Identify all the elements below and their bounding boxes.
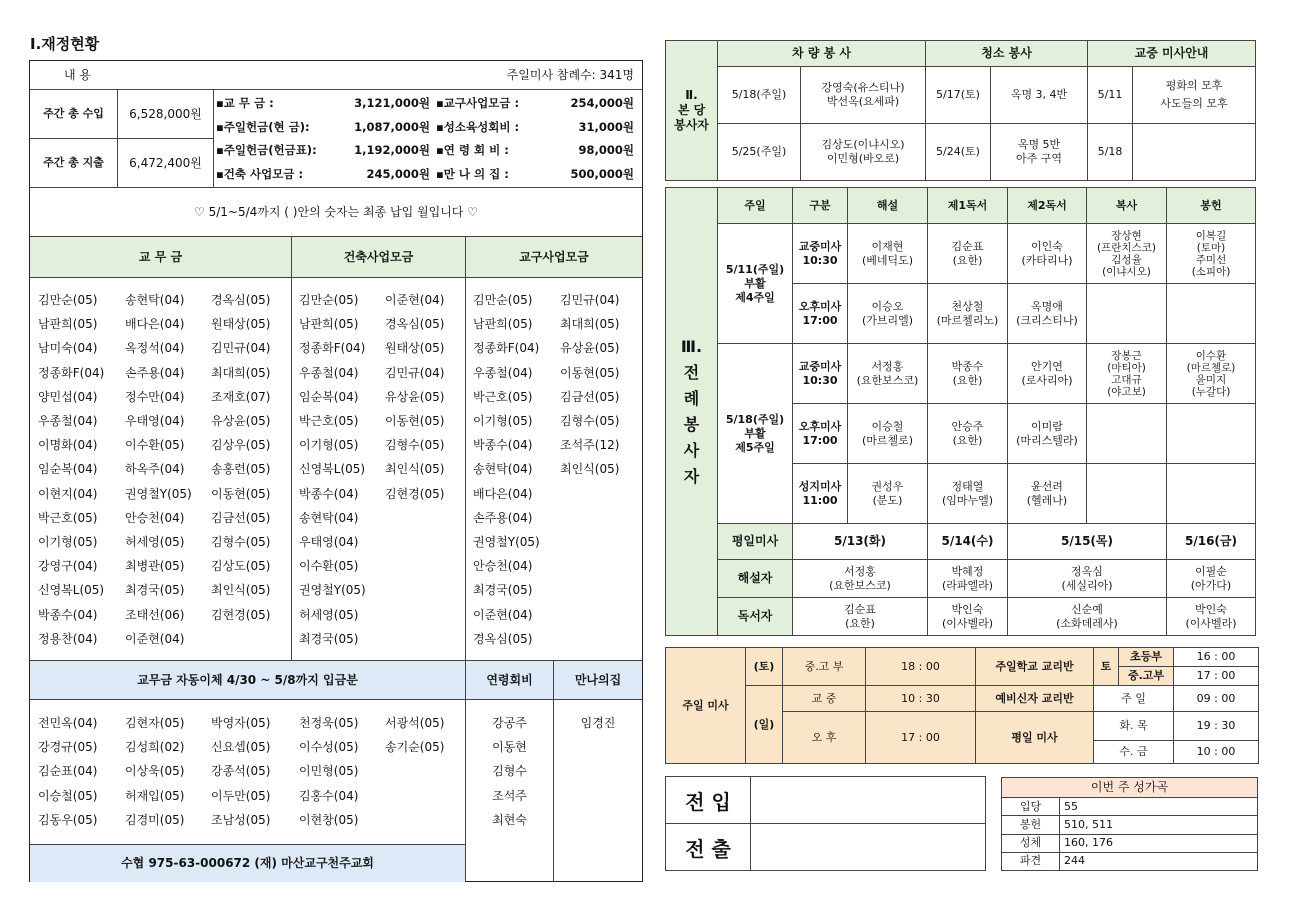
donor-name: 신영복L(05) <box>38 583 105 598</box>
weekday-commentator: 이필순 (아가다) <box>1167 560 1256 598</box>
donor-name: 이동현(05) <box>211 486 271 501</box>
donor-name: 이준현(04) <box>385 293 445 307</box>
sunday-mass-label: 주일 미사 <box>666 648 746 764</box>
donor-name: 송홍련(05) <box>211 462 271 477</box>
parish-service-label: Ⅱ. 본 당 봉사자 <box>666 41 718 181</box>
car-names: 김상도(이냐시오) 이민형(바오로) <box>801 124 926 181</box>
finance-item-row <box>216 139 636 161</box>
donor-name: 안승천(04) <box>473 559 533 574</box>
reading1: 정태열 (임마누엘) <box>928 464 1008 524</box>
yeonryeong-names <box>466 711 553 832</box>
donor-name: 이기형(05) <box>299 438 359 453</box>
bank-account: 수협 975-63-000672 (재) 마산교구천주교회 <box>30 844 466 882</box>
clean-area: 옥명 3, 4반 <box>991 67 1088 124</box>
sunday-school-label: 주일학교 교리반 <box>976 648 1094 686</box>
donor-name: 최경국(05) <box>473 583 533 598</box>
content-label: 내 용 <box>64 68 91 82</box>
donor-name: 유상윤(05) <box>560 341 620 356</box>
weekday-mass-label: 평일 미사 <box>976 712 1094 764</box>
gyomu-column-2 <box>119 288 192 651</box>
elementary-time: 16 : 00 <box>1174 648 1259 667</box>
commentator: 서정홍 (요한보스코) <box>848 344 928 404</box>
donor-lists <box>30 278 642 661</box>
donor-name: 이동현 <box>492 740 527 755</box>
header-reading2: 제2독서 <box>1008 188 1087 224</box>
donor-name: 이현지(04) <box>38 486 98 501</box>
donor-name: 조재호(07) <box>211 389 271 404</box>
hymn-value-offertory: 510, 511 <box>1060 816 1258 834</box>
donor-name: 이상욱(05) <box>125 764 185 779</box>
finance-item-row <box>216 116 636 138</box>
donor-name: 이민형(05) <box>299 764 359 779</box>
finance-item-value: 98,000원 <box>578 143 634 157</box>
donor-name: 우태영(04) <box>299 535 359 550</box>
donor-name: 임순복(04) <box>38 462 98 477</box>
finance-header-row <box>30 61 642 90</box>
donor-name: 정종화F(04) <box>299 341 366 356</box>
finance-item-value: 1,192,000원 <box>354 143 430 157</box>
reader-label: 독서자 <box>718 598 793 636</box>
donor-name: 강종석(05) <box>211 764 271 779</box>
donor-name: 이동현(05) <box>560 365 620 380</box>
finance-title: Ⅰ.재정현황 <box>30 35 100 53</box>
donor-name: 우종철(04) <box>299 365 359 380</box>
donor-name: 이명화(04) <box>38 438 98 453</box>
auto-transfer-title: 교무금 자동이체 4/30 ~ 5/8까지 입금분 <box>30 661 466 700</box>
income-value: 6,528,000원 <box>118 90 214 139</box>
donor-name: 임순복(04) <box>299 389 359 404</box>
donor-name: 신요셉(05) <box>211 740 271 755</box>
middle-high-time: 17 : 00 <box>1174 667 1259 686</box>
donor-name: 최인식(05) <box>385 462 445 477</box>
donor-name: 김민규(04) <box>560 293 620 307</box>
wed-fri-label: 수. 금 <box>1094 741 1174 764</box>
reading1: 천상철 (마르첼리노) <box>928 284 1008 344</box>
mass-date: 5/11 <box>1088 67 1133 124</box>
donor-name: 박근호(05) <box>473 389 533 404</box>
donor-name: 송기순(05) <box>385 740 445 755</box>
catechumen-label: 예비신자 교리반 <box>976 686 1094 712</box>
finance-item-label: ▪성소육성회비 : <box>436 119 520 134</box>
donor-name: 우종철(04) <box>473 365 533 380</box>
diocese-column-1 <box>467 288 540 651</box>
donor-name: 허세영(05) <box>125 535 185 550</box>
donor-name: 조남성(05) <box>211 812 271 827</box>
mass-schedule-table <box>665 647 1259 764</box>
donor-name: 박종수(04) <box>473 438 533 453</box>
donor-name: 손주용(04) <box>125 365 185 380</box>
donor-name: 천정욱(05) <box>299 716 359 730</box>
weekday-reader: 박인숙 (이사벨라) <box>1167 598 1256 636</box>
finance-item-label: ▪만 나 의 집 : <box>436 166 509 181</box>
building-header: 건축사업모금 <box>292 237 466 278</box>
donor-name: 김상도(05) <box>211 559 271 574</box>
mass-date: 5/18 <box>1088 124 1133 181</box>
sunday-label: (일) <box>746 686 783 764</box>
donor-name: 김현자(05) <box>125 716 185 730</box>
header-altar: 복사 <box>1087 188 1167 224</box>
donor-name: 이현창(05) <box>299 812 359 827</box>
commentator-label: 해설자 <box>718 560 793 598</box>
move-out-label: 전 출 <box>666 824 751 871</box>
offering <box>1167 464 1256 524</box>
donor-name: 최현숙 <box>492 812 527 827</box>
finance-panel <box>29 60 643 882</box>
mass-kind: 교중미사 10:30 <box>793 224 848 284</box>
donor-name: 이수환(05) <box>299 559 359 574</box>
reading1: 안승주 (요한) <box>928 404 1008 464</box>
tue-thu-time: 19 : 30 <box>1174 712 1259 741</box>
donor-name: 이기형(05) <box>473 414 533 429</box>
donor-name: 신영복L(05) <box>299 462 366 477</box>
altar-servers <box>1087 464 1167 524</box>
donor-name: 배다은(04) <box>125 317 185 332</box>
hymn-value-communion: 160, 176 <box>1060 834 1258 852</box>
reading2: 안기연 (로사리아) <box>1008 344 1087 404</box>
donor-name: 김형수(05) <box>211 535 271 550</box>
donor-name: 김현경(05) <box>385 486 445 501</box>
donor-name: 남판희(05) <box>473 317 533 332</box>
liturgy-section-label: Ⅲ. 전 례 봉 사 자 <box>666 188 718 636</box>
donor-name: 김민규(04) <box>211 341 271 356</box>
donor-name: 양민섭(04) <box>38 389 98 404</box>
donor-name: 박종수(04) <box>299 486 359 501</box>
weekday-commentator: 정옥심 (세실리아) <box>1008 560 1167 598</box>
donor-name: 이동현(05) <box>385 414 445 429</box>
car-service-title: 차 량 봉 사 <box>718 41 926 67</box>
move-out-value <box>751 824 986 871</box>
donor-name: 김경미(05) <box>125 812 185 827</box>
finance-summary <box>30 90 642 188</box>
altar-servers: 장상현 (프란치스코) 김성율 (이냐시오) <box>1087 224 1167 284</box>
finance-item-label: ▪연 령 회 비 : <box>436 143 509 157</box>
finance-item-label: ▪건축 사업모금 : <box>216 166 304 181</box>
donor-name: 김홍수(04) <box>299 788 359 803</box>
hymn-label-communion: 성체 <box>1002 834 1060 852</box>
sunday-label: 5/11(주일) 부활 제4주일 <box>718 224 793 344</box>
donor-name: 유상윤(05) <box>211 414 271 429</box>
manna-names <box>554 711 642 735</box>
catechumen-day: 주 일 <box>1094 686 1174 712</box>
donor-name: 전민옥(04) <box>38 716 98 730</box>
tue-thu-label: 화. 목 <box>1094 712 1174 741</box>
donor-name: 정종화F(04) <box>38 365 105 380</box>
clean-date: 5/17(토) <box>926 67 991 124</box>
weekday-date: 5/13(화) <box>793 524 928 560</box>
donor-name: 송현탁(04) <box>473 462 533 477</box>
hymns-title: 이번 주 성가곡 <box>1002 778 1258 798</box>
donor-name: 남미숙(04) <box>38 341 98 356</box>
donor-name: 김민규(04) <box>385 365 445 380</box>
mass-group <box>1133 124 1256 181</box>
donor-name: 정종화F(04) <box>473 341 540 356</box>
donor-name: 이두만(05) <box>211 788 271 803</box>
diocese-column-2 <box>554 288 619 482</box>
donor-name: 김형수(05) <box>385 438 445 453</box>
expense-value: 6,472,400원 <box>118 139 214 187</box>
donor-name: 강영구(04) <box>38 559 98 574</box>
offering <box>1167 284 1256 344</box>
expense-label: 주간 총 지출 <box>30 139 118 187</box>
youth-mass: 중.고 부 <box>783 648 866 686</box>
donor-name: 유상윤(05) <box>385 389 445 404</box>
clean-service-title: 청소 봉사 <box>926 41 1088 67</box>
weekday-date: 5/14(수) <box>928 524 1008 560</box>
afternoon-mass: 오 후 <box>783 712 866 764</box>
donor-name: 손주용(04) <box>473 510 533 525</box>
donor-name: 송현탁(04) <box>125 293 185 307</box>
donor-name: 허세영(05) <box>299 607 359 622</box>
altar-servers <box>1087 404 1167 464</box>
donor-name: 임경진 <box>580 716 616 730</box>
offering <box>1167 404 1256 464</box>
donor-name: 최인식(05) <box>211 583 271 598</box>
header-offering: 봉헌 <box>1167 188 1256 224</box>
finance-item-value: 31,000원 <box>578 119 634 134</box>
donor-name: 우태영(04) <box>125 414 185 429</box>
saturday-label: (토) <box>746 648 783 686</box>
weekday-mass-label: 평일미사 <box>718 524 793 560</box>
auto-column-5 <box>379 711 444 759</box>
finance-item-label: ▪교 무 금 : <box>216 96 274 110</box>
header-reading1: 제1독서 <box>928 188 1008 224</box>
clean-date: 5/24(토) <box>926 124 991 181</box>
gyomu-column-1 <box>32 288 104 651</box>
donor-name: 원태상(05) <box>211 317 271 332</box>
reading1: 박종수 (요한) <box>928 344 1008 404</box>
building-column-2 <box>379 288 444 506</box>
offering: 이복길 (토마) 주미선 (소피아) <box>1167 224 1256 284</box>
hymn-label-entrance: 입당 <box>1002 798 1060 816</box>
youth-mass-time: 18 : 00 <box>866 648 976 686</box>
commentator: 이승철 (마르첼로) <box>848 404 928 464</box>
donor-name: 정수만(04) <box>125 389 185 404</box>
mass-group: 평화의 모후 사도들의 모후 <box>1133 67 1256 124</box>
donor-name: 김금선(05) <box>211 510 271 525</box>
finance-item-label: ▪주일헌금(현 금): <box>216 119 310 134</box>
donor-name: 정용찬(04) <box>38 631 98 646</box>
header-sunday: 주일 <box>718 188 793 224</box>
gyomu-header: 교 무 금 <box>30 237 292 278</box>
sunday-label: 5/18(주일) 부활 제5주일 <box>718 344 793 524</box>
mass-kind: 성지미사 11:00 <box>793 464 848 524</box>
donor-name: 김형수(05) <box>560 414 620 429</box>
weekday-commentator: 서정홍 (요한보스코) <box>793 560 928 598</box>
hymn-label-offertory: 봉헌 <box>1002 816 1060 834</box>
move-in-value <box>751 777 986 824</box>
finance-notice: ♡ 5/1~5/4까지 ( )안의 숫자는 최종 납입 월입니다 ♡ <box>30 188 642 237</box>
donor-name: 경옥심(05) <box>211 293 271 307</box>
auto-column-1 <box>32 711 97 832</box>
donor-name: 최인식(05) <box>560 462 620 477</box>
donor-name: 안승천(04) <box>125 510 185 525</box>
wed-fri-time: 10 : 00 <box>1174 741 1259 764</box>
donor-name: 권영철Y(05) <box>125 486 192 501</box>
hymn-label-recessional: 파견 <box>1002 852 1060 870</box>
donor-name: 남판희(05) <box>38 317 98 332</box>
donor-name: 이기형(05) <box>38 535 98 550</box>
donor-name: 옥정석(04) <box>125 341 185 356</box>
hymn-value-recessional: 244 <box>1060 852 1258 870</box>
finance-item-row <box>216 92 636 114</box>
donor-name: 경옥심(05) <box>473 631 533 646</box>
finance-item-row <box>216 163 636 185</box>
donor-name: 배다은(04) <box>473 486 533 501</box>
donor-name: 김순표(04) <box>38 764 98 779</box>
building-column-1 <box>293 288 366 651</box>
finance-item-value: 1,087,000원 <box>354 119 430 134</box>
elementary-label: 초등부 <box>1119 648 1174 667</box>
attendance-count: 주일미사 참례수: 341명 <box>506 68 634 82</box>
finance-item-value: 3,121,000원 <box>354 96 430 110</box>
finance-item-value: 245,000원 <box>366 166 430 181</box>
weekday-reader: 박인숙 (이사벨라) <box>928 598 1008 636</box>
donor-name: 조태선(06) <box>125 607 185 622</box>
clean-area: 옥명 5반 아주 구역 <box>991 124 1088 181</box>
donor-name: 최대희(05) <box>211 365 271 380</box>
weekday-reader: 신순예 (소화데레사) <box>1008 598 1167 636</box>
donor-name: 우종철(04) <box>38 414 98 429</box>
donor-name: 권영철Y(05) <box>299 583 366 598</box>
main-mass: 교 중 <box>783 686 866 712</box>
transfer-table <box>665 776 986 871</box>
manna-title: 만나의집 <box>554 661 642 700</box>
liturgy-table <box>665 187 1256 636</box>
auto-column-2 <box>119 711 184 832</box>
diocese-header: 교구사업모금 <box>466 237 642 278</box>
commentator: 이재현 (베네딕도) <box>848 224 928 284</box>
donor-name: 강공주 <box>492 716 527 730</box>
donor-name: 김성희(02) <box>125 740 185 755</box>
donor-name: 박근호(05) <box>299 414 359 429</box>
donor-name: 이수환(05) <box>125 438 185 453</box>
donor-name: 김상우(05) <box>211 438 271 453</box>
weekday-reader: 김순표 (요한) <box>793 598 928 636</box>
finance-item-value: 254,000원 <box>570 96 634 110</box>
donor-name: 조석주 <box>492 788 527 803</box>
donor-name: 김현경(05) <box>211 607 271 622</box>
donor-name: 최병관(05) <box>125 559 185 574</box>
weekday-date: 5/16(금) <box>1167 524 1256 560</box>
donor-name: 김만순(05) <box>299 293 359 307</box>
header-kind: 구분 <box>793 188 848 224</box>
mass-guide-title: 교중 미사안내 <box>1088 41 1256 67</box>
donor-name: 최대희(05) <box>560 317 620 332</box>
main-mass-time: 10 : 30 <box>866 686 976 712</box>
reading1: 김순표 (요한) <box>928 224 1008 284</box>
yeonryeong-title: 연령회비 <box>466 661 554 700</box>
parish-service-table <box>665 40 1256 181</box>
donor-name: 남판희(05) <box>299 317 359 332</box>
gyomu-column-3 <box>205 288 270 627</box>
finance-item-label: ▪주일헌금(헌금표): <box>216 143 317 157</box>
reading2: 옥명애 (크리스티나) <box>1008 284 1087 344</box>
donor-name: 이준현(04) <box>473 607 533 622</box>
donor-name: 김동우(05) <box>38 812 98 827</box>
donor-name: 하옥주(04) <box>125 462 185 477</box>
mass-kind: 오후미사 17:00 <box>793 404 848 464</box>
finance-item-label: ▪교구사업모금 : <box>436 96 520 110</box>
reading2: 이인숙 (카타리나) <box>1008 224 1087 284</box>
donor-name: 조석주(12) <box>560 438 620 453</box>
reading2: 이미람 (마리스텔라) <box>1008 404 1087 464</box>
altar-servers <box>1087 284 1167 344</box>
income-label: 주간 총 수입 <box>30 90 118 139</box>
donor-name: 김금선(05) <box>560 389 620 404</box>
donor-name: 김형수 <box>492 764 527 779</box>
donor-name: 김만순(05) <box>38 293 98 307</box>
reading2: 윤선려 (헬레나) <box>1008 464 1087 524</box>
donor-name: 허재입(05) <box>125 788 185 803</box>
donor-name: 이준현(04) <box>125 631 185 646</box>
weekday-date: 5/15(목) <box>1008 524 1167 560</box>
donor-name: 최경국(05) <box>125 583 185 598</box>
finance-item-value: 500,000원 <box>570 166 634 181</box>
header-commentator: 해설 <box>848 188 928 224</box>
donor-name: 김만순(05) <box>473 293 533 307</box>
donor-name: 이수성(05) <box>299 740 359 755</box>
mass-kind: 교중미사 10:30 <box>793 344 848 404</box>
donor-name: 박영자(05) <box>211 716 271 730</box>
hymns-table <box>1001 777 1258 871</box>
afternoon-mass-time: 17 : 00 <box>866 712 976 764</box>
offering: 이수환 (마르첼로) 윤미지 (누갈다) <box>1167 344 1256 404</box>
donor-name: 경옥심(05) <box>385 317 445 332</box>
altar-servers: 장봉근 (마티아) 고대규 (야고보) <box>1087 344 1167 404</box>
donor-name: 최경국(05) <box>299 631 359 646</box>
donor-name: 이승철(05) <box>38 788 98 803</box>
school-day: 토 <box>1094 648 1119 686</box>
car-date: 5/25(주일) <box>718 124 801 181</box>
donor-name: 권영철Y(05) <box>473 535 540 550</box>
commentator: 권성우 (분도) <box>848 464 928 524</box>
auto-column-4 <box>293 711 358 832</box>
move-in-label: 전 입 <box>666 777 751 824</box>
car-date: 5/18(주일) <box>718 67 801 124</box>
hymn-value-entrance: 55 <box>1060 798 1258 816</box>
donor-name: 박종수(04) <box>38 607 98 622</box>
car-names: 강영숙(유스티나) 박선옥(요세파) <box>801 67 926 124</box>
donor-name: 서광석(05) <box>385 716 445 730</box>
donor-name: 박근호(05) <box>38 510 98 525</box>
donor-name: 강경규(05) <box>38 740 98 755</box>
auto-column-3 <box>205 711 270 832</box>
mass-kind: 오후미사 17:00 <box>793 284 848 344</box>
catechumen-time: 09 : 00 <box>1174 686 1259 712</box>
commentator: 이승오 (가브리엘) <box>848 284 928 344</box>
weekday-commentator: 박혜정 (라파엘라) <box>928 560 1008 598</box>
donor-name: 송현탁(04) <box>299 510 359 525</box>
middle-high-label: 중.고부 <box>1119 667 1174 686</box>
donor-name: 원태상(05) <box>385 341 445 356</box>
